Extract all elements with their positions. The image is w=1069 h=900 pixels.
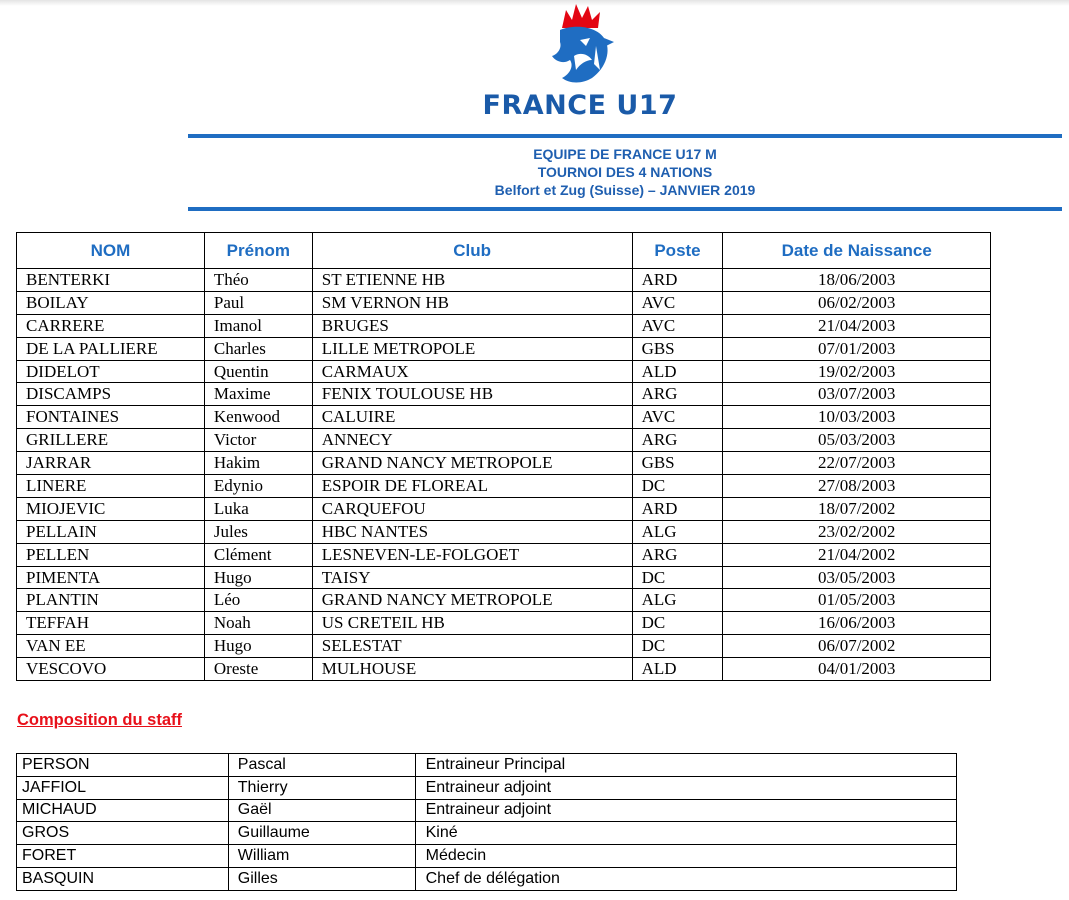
staff-last-name: FORET [17, 845, 229, 868]
column-header: Poste [632, 233, 723, 269]
staff-last-name: MICHAUD [17, 799, 229, 822]
table-row [17, 799, 957, 822]
player-first-name: Oreste [204, 658, 312, 681]
player-position: ARG [632, 383, 723, 406]
table-row [17, 337, 991, 360]
staff-heading: Composition du staff [17, 711, 182, 729]
player-last-name: DIDELOT [17, 360, 205, 383]
player-first-name: Edynio [204, 475, 312, 498]
player-position: DC [632, 566, 723, 589]
table-row [17, 497, 991, 520]
player-last-name: FONTAINES [17, 406, 205, 429]
player-first-name: Imanol [204, 314, 312, 337]
player-club: GRAND NANCY METROPOLE [312, 452, 632, 475]
player-last-name: GRILLERE [17, 429, 205, 452]
table-row [17, 612, 991, 635]
staff-table [16, 753, 957, 891]
table-row [17, 635, 991, 658]
player-last-name: TEFFAH [17, 612, 205, 635]
player-birth-date: 22/07/2003 [723, 452, 991, 475]
player-position: ALD [632, 360, 723, 383]
player-first-name: Noah [204, 612, 312, 635]
player-first-name: Quentin [204, 360, 312, 383]
player-club: LILLE METROPOLE [312, 337, 632, 360]
player-birth-date: 21/04/2002 [723, 543, 991, 566]
player-position: ARD [632, 497, 723, 520]
player-position: GBS [632, 452, 723, 475]
table-row [17, 867, 957, 890]
staff-last-name: BASQUIN [17, 867, 229, 890]
player-first-name: Kenwood [204, 406, 312, 429]
player-first-name: Léo [204, 589, 312, 612]
staff-role: Kiné [415, 822, 956, 845]
top-edge-shadow [0, 0, 1069, 6]
column-header: NOM [17, 233, 205, 269]
player-birth-date: 07/01/2003 [723, 337, 991, 360]
player-club: BRUGES [312, 314, 632, 337]
player-first-name: Clément [204, 543, 312, 566]
column-header: Prénom [204, 233, 312, 269]
player-last-name: PLANTIN [17, 589, 205, 612]
table-row [17, 520, 991, 543]
player-club: ANNECY [312, 429, 632, 452]
player-first-name: Maxime [204, 383, 312, 406]
player-club: CARMAUX [312, 360, 632, 383]
staff-last-name: GROS [17, 822, 229, 845]
header-rule-bottom [188, 207, 1062, 211]
table-row [17, 754, 957, 777]
player-first-name: Charles [204, 337, 312, 360]
table-row [17, 314, 991, 337]
table-row [17, 658, 991, 681]
players-table [16, 232, 991, 681]
table-row [17, 543, 991, 566]
table-row [17, 383, 991, 406]
player-club: CARQUEFOU [312, 497, 632, 520]
player-club: LESNEVEN-LE-FOLGOET [312, 543, 632, 566]
table-row [17, 429, 991, 452]
staff-last-name: PERSON [17, 754, 229, 777]
document-title [188, 145, 1062, 199]
staff-role: Chef de délégation [415, 867, 956, 890]
staff-last-name: JAFFIOL [17, 776, 229, 799]
staff-first-name: Thierry [228, 776, 415, 799]
player-club: FENIX TOULOUSE HB [312, 383, 632, 406]
column-header: Date de Naissance [723, 233, 991, 269]
staff-first-name: Pascal [228, 754, 415, 777]
player-club: ST ETIENNE HB [312, 269, 632, 292]
player-position: DC [632, 475, 723, 498]
player-birth-date: 06/02/2003 [723, 291, 991, 314]
player-position: ARD [632, 269, 723, 292]
player-birth-date: 04/01/2003 [723, 658, 991, 681]
player-position: DC [632, 635, 723, 658]
player-last-name: VESCOVO [17, 658, 205, 681]
player-position: ALG [632, 520, 723, 543]
table-row [17, 776, 957, 799]
player-position: AVC [632, 314, 723, 337]
player-birth-date: 10/03/2003 [723, 406, 991, 429]
player-first-name: Théo [204, 269, 312, 292]
player-position: ALD [632, 658, 723, 681]
staff-first-name: Guillaume [228, 822, 415, 845]
player-last-name: CARRERE [17, 314, 205, 337]
player-last-name: BOILAY [17, 291, 205, 314]
player-first-name: Victor [204, 429, 312, 452]
players-header-row [17, 233, 991, 269]
player-club: ESPOIR DE FLOREAL [312, 475, 632, 498]
player-birth-date: 01/05/2003 [723, 589, 991, 612]
player-first-name: Hugo [204, 566, 312, 589]
player-position: DC [632, 612, 723, 635]
player-last-name: PELLEN [17, 543, 205, 566]
player-birth-date: 19/02/2003 [723, 360, 991, 383]
player-birth-date: 18/06/2003 [723, 269, 991, 292]
table-row [17, 360, 991, 383]
player-last-name: JARRAR [17, 452, 205, 475]
brand-wordmark: FRANCE U17 [482, 90, 678, 121]
table-row [17, 452, 991, 475]
staff-first-name: William [228, 845, 415, 868]
player-club: SELESTAT [312, 635, 632, 658]
player-club: MULHOUSE [312, 658, 632, 681]
staff-first-name: Gaël [228, 799, 415, 822]
player-position: ARG [632, 429, 723, 452]
player-last-name: PELLAIN [17, 520, 205, 543]
player-position: ARG [632, 543, 723, 566]
table-row [17, 269, 991, 292]
table-row [17, 845, 957, 868]
table-row [17, 475, 991, 498]
player-last-name: DE LA PALLIERE [17, 337, 205, 360]
player-last-name: LINERE [17, 475, 205, 498]
player-position: AVC [632, 406, 723, 429]
player-last-name: MIOJEVIC [17, 497, 205, 520]
player-last-name: DISCAMPS [17, 383, 205, 406]
player-last-name: VAN EE [17, 635, 205, 658]
player-birth-date: 05/03/2003 [723, 429, 991, 452]
player-birth-date: 23/02/2002 [723, 520, 991, 543]
staff-first-name: Gilles [228, 867, 415, 890]
player-position: ALG [632, 589, 723, 612]
player-club: GRAND NANCY METROPOLE [312, 589, 632, 612]
player-club: CALUIRE [312, 406, 632, 429]
table-row [17, 291, 991, 314]
player-birth-date: 18/07/2002 [723, 497, 991, 520]
column-header: Club [312, 233, 632, 269]
player-club: TAISY [312, 566, 632, 589]
table-row [17, 406, 991, 429]
player-first-name: Luka [204, 497, 312, 520]
player-last-name: PIMENTA [17, 566, 205, 589]
player-birth-date: 03/07/2003 [723, 383, 991, 406]
player-club: US CRETEIL HB [312, 612, 632, 635]
player-first-name: Hakim [204, 452, 312, 475]
staff-role: Entraineur adjoint [415, 776, 956, 799]
player-birth-date: 03/05/2003 [723, 566, 991, 589]
header-rule-top [188, 134, 1062, 138]
player-first-name: Jules [204, 520, 312, 543]
staff-role: Entraineur Principal [415, 754, 956, 777]
title-line: EQUIPE DE FRANCE U17 M [533, 146, 717, 162]
table-row [17, 822, 957, 845]
player-birth-date: 06/07/2002 [723, 635, 991, 658]
rooster-logo-icon [540, 4, 620, 86]
staff-role: Médecin [415, 845, 956, 868]
table-row [17, 589, 991, 612]
player-birth-date: 21/04/2003 [723, 314, 991, 337]
player-club: SM VERNON HB [312, 291, 632, 314]
title-line: TOURNOI DES 4 NATIONS [537, 164, 713, 180]
player-position: GBS [632, 337, 723, 360]
player-first-name: Paul [204, 291, 312, 314]
player-first-name: Hugo [204, 635, 312, 658]
player-position: AVC [632, 291, 723, 314]
title-line: Belfort et Zug (Suisse) – JANVIER 2019 [494, 182, 756, 198]
player-last-name: BENTERKI [17, 269, 205, 292]
player-club: HBC NANTES [312, 520, 632, 543]
player-birth-date: 27/08/2003 [723, 475, 991, 498]
staff-role: Entraineur adjoint [415, 799, 956, 822]
table-row [17, 566, 991, 589]
player-birth-date: 16/06/2003 [723, 612, 991, 635]
